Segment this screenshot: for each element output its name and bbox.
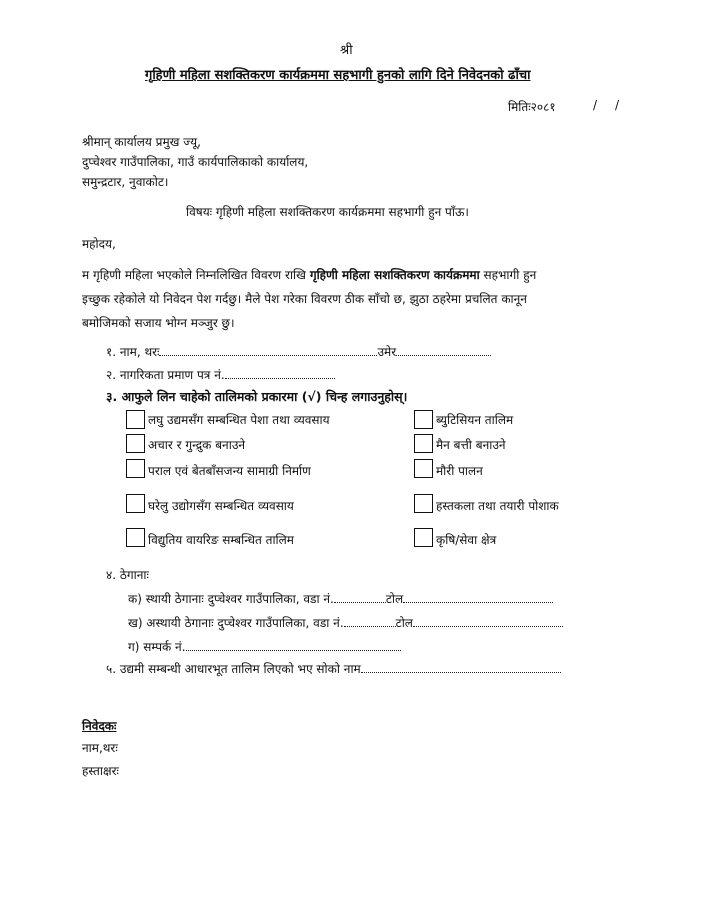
training-option-label: हस्तकला तथा तयारी पोशाक <box>436 499 559 513</box>
training-checkbox[interactable] <box>126 410 145 429</box>
training-option-label: मैन बत्ती बनाउने <box>436 438 506 452</box>
date-label: मितिः२०८१ <box>508 100 556 114</box>
citizenship-field <box>106 366 335 383</box>
date-separator: / <box>593 98 598 112</box>
address-heading: ४. ठेगानाः <box>106 568 149 582</box>
addressee-line: श्रीमान् कार्यालय प्रमुख ज्यू, <box>82 135 201 149</box>
training-option-label: घरेलु उद्योगसँग सम्बन्धित व्यवसाय <box>148 499 294 513</box>
addressee-line: दुप्चेश्वर गाउँपालिका, गाउँ कार्यपालिकाको कार्यालय, <box>82 155 309 169</box>
training-checkbox[interactable] <box>414 459 433 478</box>
name-label: १. नाम, थरः <box>106 345 160 359</box>
date-separator: / <box>615 98 620 112</box>
body-line <box>82 266 536 283</box>
permanent-address-field <box>128 590 553 607</box>
training-checkbox[interactable] <box>414 434 433 453</box>
contact-input-line[interactable] <box>186 639 401 651</box>
training-checkbox[interactable] <box>126 459 145 478</box>
subject-line: विषयः गृहिणी महिला सशक्तिकरण कार्यक्रममा सहभागी हुन पाँऊ। <box>186 205 469 219</box>
training-checkbox[interactable] <box>414 410 433 429</box>
temporary-ward-input-line[interactable] <box>344 615 396 627</box>
training-taken-input-line[interactable] <box>361 661 561 673</box>
name-field <box>106 343 491 360</box>
salutation: महोदय, <box>82 237 116 251</box>
tole-label: टोल <box>395 616 413 630</box>
training-option-label: कृषि/सेवा क्षेत्र <box>436 533 497 547</box>
temporary-tole-input-line[interactable] <box>413 615 563 627</box>
body-text: म गृहिणी महिला भएकोले निम्नलिखित विवरण राखि <box>82 268 306 282</box>
training-option-label: पराल एवं बेतबाँसजन्य सामाग्री निर्माण <box>148 464 311 478</box>
name-input-line[interactable] <box>159 344 377 356</box>
training-checkbox[interactable] <box>414 494 433 513</box>
permanent-tole-input-line[interactable] <box>403 591 553 603</box>
training-option-label: मौरी पालन <box>436 464 483 478</box>
form-title: गृहिणी महिला सशक्तिकरण कार्यक्रममा सहभागी हुनको लागि दिने निवेदनको ढाँचा <box>145 68 531 83</box>
tole-label: टोल <box>385 592 404 606</box>
contact-field <box>128 638 401 655</box>
contact-label: ग) सम्पर्क नं. <box>128 640 186 654</box>
training-checkbox[interactable] <box>126 494 145 513</box>
citizenship-input-line[interactable] <box>225 367 335 379</box>
training-checkbox[interactable] <box>126 528 145 547</box>
applicant-signature-label: हस्ताक्षरः <box>82 764 119 778</box>
training-option-label: अचार र गुन्द्रुक बनाउने <box>148 438 246 452</box>
age-label: उमेर <box>377 345 397 359</box>
citizenship-label: २. नागरिकता प्रमाण पत्र नं. <box>106 368 225 382</box>
body-text: सहभागी हुन <box>483 268 537 282</box>
shree-heading: श्री <box>340 43 353 58</box>
training-heading: ३. आफुले लिन चाहेको तालिमको प्रकारमा (√) चिन्ह लगाउनुहोस्। <box>106 389 408 404</box>
applicant-name-label: नाम,थरः <box>82 741 118 755</box>
body-line: इच्छुक रहेकोले यो निवेदन पेश गर्दछु। मैले पेश गरेका विवरण ठीक साँचो छ, झुठा ठहरेमा प्रचलित कानून <box>82 292 527 306</box>
training-option-label: लघु उद्यमसँग सम्बन्धित पेशा तथा व्यवसाय <box>148 413 330 427</box>
temporary-address-field <box>128 614 563 631</box>
program-name: गृहिणी महिला सशक्तिकरण कार्यक्रममा <box>309 268 480 282</box>
applicant-heading: निवेदकः <box>82 719 117 733</box>
training-taken-field <box>106 660 561 677</box>
permanent-ward-input-line[interactable] <box>334 591 386 603</box>
training-checkbox[interactable] <box>126 434 145 453</box>
training-option-label: विद्युतिय वायरिङ सम्बन्धित तालिम <box>148 533 294 547</box>
training-taken-label: ५. उद्यमी सम्बन्धी आधारभूत तालिम लिएको भए सोको नाम <box>106 662 361 676</box>
age-input-line[interactable] <box>396 344 491 356</box>
temporary-address-label: ख) अस्थायी ठेगानाः दुप्चेश्वर गाउँपालिका, वडा नं. <box>128 616 344 630</box>
permanent-address-label: क) स्थायी ठेगानाः दुप्चेश्वर गाउँपालिका, वडा नं. <box>128 592 334 606</box>
training-option-label: ब्युटिसियन तालिम <box>436 413 514 427</box>
addressee-line: समुन्द्रटार, नुवाकोट। <box>82 175 169 189</box>
training-checkbox[interactable] <box>414 528 433 547</box>
body-line: बमोजिमको सजाय भोग्न मञ्जुर छु। <box>82 316 235 330</box>
